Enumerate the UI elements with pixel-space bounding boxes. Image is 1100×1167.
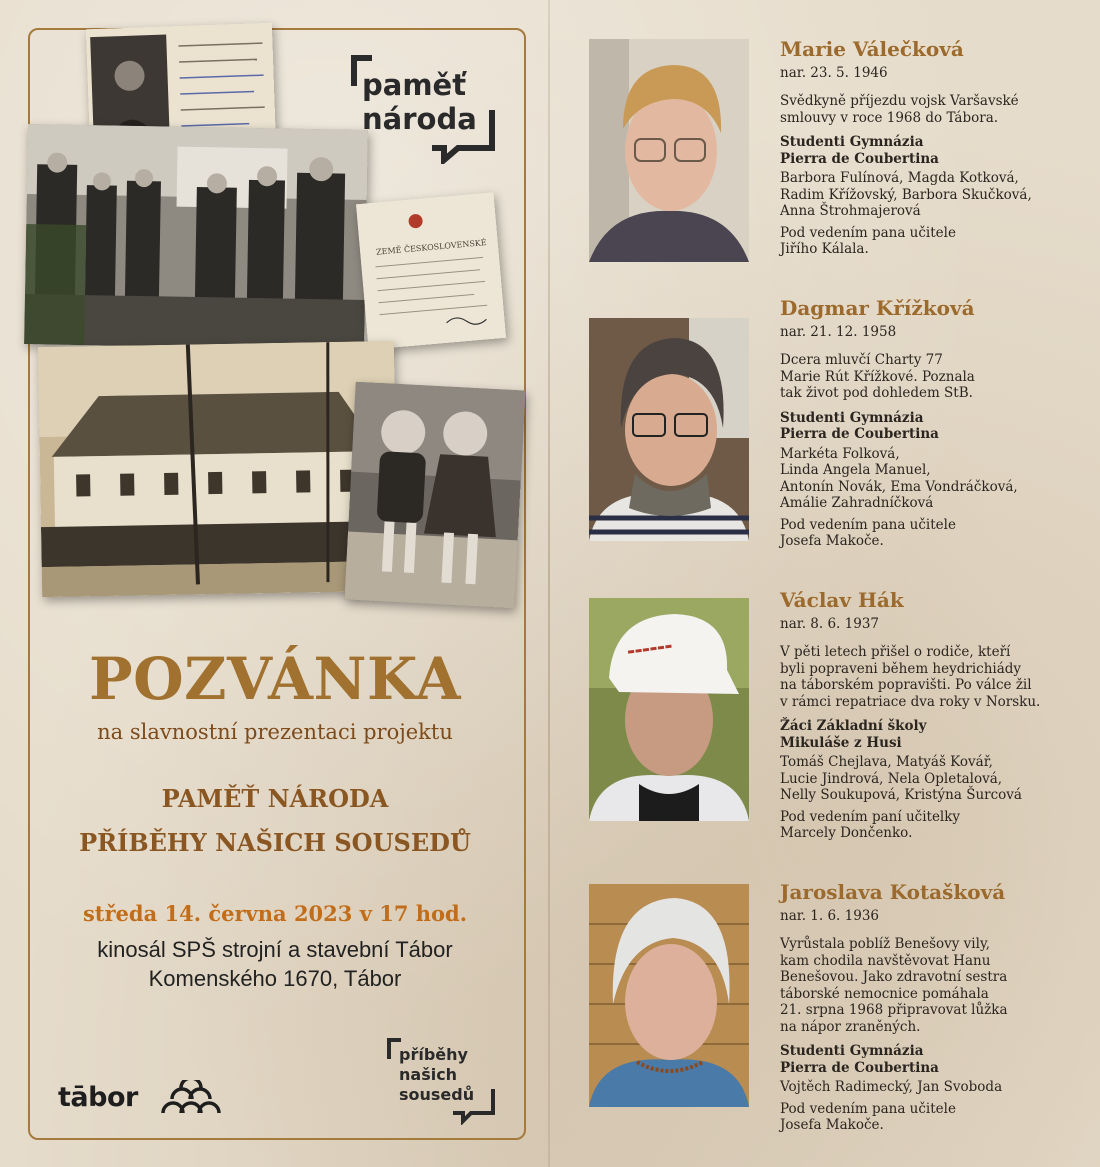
person-students: Tomáš Chejlava, Matyáš Kovář, Lucie Jindrová, Nela Opletalová, Nelly Soukupová, Kristýna Šurcová <box>780 754 1022 803</box>
person-card-4 <box>780 880 1080 1134</box>
person-bio: Dcera mluvčí Charty 77 Marie Rút Křížkové. Poznala tak život pod dohledem StB. <box>780 352 975 401</box>
event-date: středa 14. června 2023 v 17 hod. <box>82 901 468 926</box>
ps-logo-word1: příběhy <box>399 1045 468 1064</box>
person-teacher: Pod vedením pana učitele Josefa Makoče. <box>780 1100 956 1133</box>
person-name: Marie Válečková <box>780 37 964 61</box>
certificate-caption: ZEMĚ ČESKOSLOVENSKÉ <box>375 238 487 257</box>
photo-certificate-document <box>356 192 506 349</box>
photo-ceremony-crowd <box>24 124 368 350</box>
person-name: Jaroslava Kotašková <box>780 880 1006 904</box>
person-students: Vojtěch Radimecký, Jan Svoboda <box>780 1079 1003 1095</box>
event-venue: kinosál SPŠ strojní a stavební Tábor <box>97 937 453 962</box>
project-name-1: PAMĚŤ NÁRODA <box>161 784 389 813</box>
pamet-naroda-logo <box>340 52 498 164</box>
tabor-logo-icon <box>160 1080 222 1116</box>
page-fold-divider <box>548 0 550 1167</box>
invitation-subtitle: na slavnostní prezentaci projektu <box>97 720 453 744</box>
ps-logo-word3: sousedů <box>399 1085 475 1104</box>
portrait-jaroslava-kotaskova <box>589 884 749 1107</box>
person-teacher: Pod vedením pana učitele Jiřího Kálala. <box>780 224 956 257</box>
person-students: Markéta Folková, Linda Angela Manuel, Antonín Novák, Ema Vondráčková, Amálie Zahradníčková <box>780 445 1018 511</box>
pribehy-nasich-sousedu-logo <box>383 1037 499 1125</box>
person-birthdate: nar. 23. 5. 1946 <box>780 65 888 81</box>
photo-old-house <box>38 341 398 597</box>
person-name: Václav Hák <box>780 588 904 612</box>
portrait-marie-valeckova <box>589 39 749 262</box>
photo-two-children <box>344 382 525 609</box>
portrait-vaclav-hak <box>589 598 749 821</box>
person-school: Studenti Gymnázia Pierra de Coubertina <box>780 1043 939 1076</box>
invitation-title: POZVÁNKA <box>88 645 462 713</box>
person-bio: V pěti letech přišel o rodiče, kteří byli popraveni během heydrichiády na táborském popravišti. Po válce žil v rámci repatriace dva roky v Norsku. <box>780 644 1041 710</box>
person-card-3 <box>780 588 1080 842</box>
person-birthdate: nar. 1. 6. 1936 <box>780 908 879 924</box>
person-school: Žáci Základní školy Mikuláše z Husi <box>780 718 927 751</box>
person-card-1 <box>780 37 1080 258</box>
person-bio: Svědkyně příjezdu vojsk Varšavské smlouvy v roce 1968 do Tábora. <box>780 93 1019 126</box>
person-birthdate: nar. 8. 6. 1937 <box>780 616 879 632</box>
project-name-2: PŘÍBĚHY NAŠICH SOUSEDŮ <box>79 828 471 857</box>
person-school: Studenti Gymnázia Pierra de Coubertina <box>780 409 939 442</box>
person-name: Dagmar Křížková <box>780 296 975 320</box>
person-teacher: Pod vedením pana učitele Josefa Makoče. <box>780 516 956 549</box>
event-address: Komenského 1670, Tábor <box>148 966 402 991</box>
portrait-dagmar-krizkova <box>589 318 749 541</box>
pn-logo-word1: paměť <box>362 68 467 102</box>
person-students: Barbora Fulínová, Magda Kotková, Radim Křížovský, Barbora Skučková, Anna Štrohmajerová <box>780 170 1032 219</box>
ps-logo-word2: našich <box>399 1065 458 1084</box>
person-birthdate: nar. 21. 12. 1958 <box>780 324 897 340</box>
pn-logo-word2: národa <box>362 102 477 136</box>
person-bio: Vyrůstala poblíž Benešovy vily, kam chodila navštěvovat Hanu Benešovou. Jako zdravotní sestra táborské nemocnice pomáhala 21. srpna 1968 připravovat lůžka na nápor zraněných. <box>780 936 1008 1035</box>
tabor-logo-text: tābor <box>58 1082 138 1113</box>
person-school: Studenti Gymnázia Pierra de Coubertina <box>780 134 939 167</box>
person-card-2 <box>780 296 1080 550</box>
person-teacher: Pod vedením paní učitelky Marcely Dončenko. <box>780 808 961 841</box>
svg-text:▬▬▬▬▬▬: ▬▬▬▬▬▬ <box>626 641 673 657</box>
